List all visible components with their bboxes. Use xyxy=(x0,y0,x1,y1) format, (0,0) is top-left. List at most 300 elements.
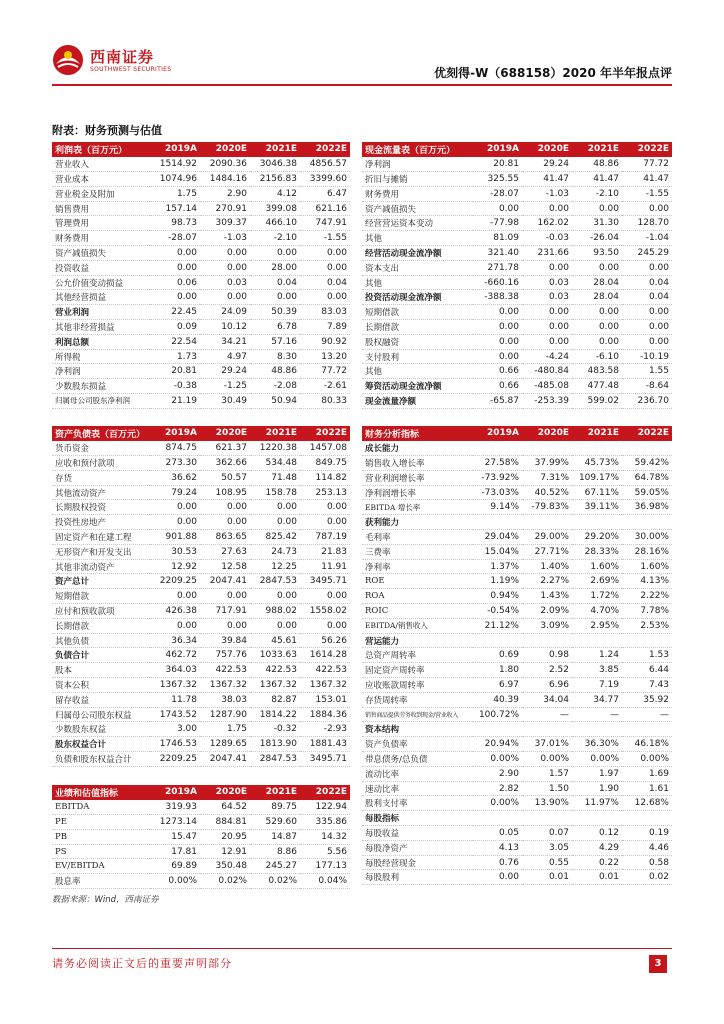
table-cell: 236.70 xyxy=(622,394,672,409)
table-cell: 1614.28 xyxy=(300,648,350,663)
row-label: 少数股东损益 xyxy=(52,379,150,394)
table-row xyxy=(362,394,672,409)
financial-analysis-table xyxy=(362,426,672,885)
table-cell: 0.00 xyxy=(250,618,300,633)
row-label: 其他经营损益 xyxy=(52,290,150,305)
valuation-table xyxy=(52,785,350,889)
page-number: 3 xyxy=(649,955,667,973)
row-label: 每股股利 xyxy=(362,870,472,885)
table-cell: 1558.02 xyxy=(300,604,350,619)
table-cell: 1.37% xyxy=(472,559,522,574)
table-cell: 89.75 xyxy=(250,800,300,815)
table-cell xyxy=(522,722,572,737)
row-label: 资产减值损失 xyxy=(362,201,472,216)
table-cell: 0.00 xyxy=(472,305,522,320)
table-cell: 0.00 xyxy=(522,334,572,349)
year-header: 2022E xyxy=(300,785,350,800)
table-cell: 0.00 xyxy=(522,201,572,216)
table-row xyxy=(362,722,672,737)
table-cell: 122.94 xyxy=(300,800,350,815)
header-divider xyxy=(52,84,672,86)
table-cell: 1.19% xyxy=(472,574,522,589)
row-label: 负债合计 xyxy=(52,648,150,663)
table-cell: 20.81 xyxy=(150,364,200,379)
table-cell: 0.00 xyxy=(150,618,200,633)
table-cell: 11.78 xyxy=(150,692,200,707)
table-cell: 0.00 xyxy=(622,201,672,216)
table-title: 财务分析指标 xyxy=(362,426,472,441)
table-row xyxy=(362,826,672,841)
row-label: PE xyxy=(52,815,150,830)
row-label: 带息债务/总负债 xyxy=(362,752,472,767)
table-cell: -1.04 xyxy=(622,231,672,246)
table-cell: -10.19 xyxy=(622,349,672,364)
table-title: 现金流量表（百万元） xyxy=(362,142,472,157)
table-row xyxy=(52,589,350,604)
table-cell: 0.01 xyxy=(572,870,622,885)
table-cell: 34.77 xyxy=(572,692,622,707)
table-cell: -79.83% xyxy=(522,500,572,515)
table-cell: 31.30 xyxy=(572,216,622,231)
table-cell: 0.04 xyxy=(622,275,672,290)
table-row xyxy=(362,485,672,500)
row-label: 流动比率 xyxy=(362,766,472,781)
table-cell: 2209.25 xyxy=(150,752,200,767)
table-cell: 1.57 xyxy=(522,766,572,781)
table-cell: 621.16 xyxy=(300,201,350,216)
row-label: 净利润 xyxy=(362,157,472,172)
table-title: 业绩和估值指标 xyxy=(52,785,150,800)
table-cell: 0.00 xyxy=(300,246,350,261)
table-row xyxy=(362,456,672,471)
table-cell: 270.91 xyxy=(200,201,250,216)
row-label: 存货周转率 xyxy=(362,692,472,707)
table-cell: -28.07 xyxy=(472,186,522,201)
table-cell: 0.00 xyxy=(300,515,350,530)
table-cell: -1.03 xyxy=(200,231,250,246)
table-cell: 29.20% xyxy=(572,530,622,545)
table-cell: 83.03 xyxy=(300,305,350,320)
row-label: 营运能力 xyxy=(362,633,472,648)
table-cell: 0.55 xyxy=(522,855,572,870)
table-cell: -388.38 xyxy=(472,290,522,305)
table-cell: 36.34 xyxy=(150,633,200,648)
table-cell: 1.61 xyxy=(622,781,672,796)
table-row xyxy=(52,216,350,231)
row-label: 资本公积 xyxy=(52,678,150,693)
row-label: 管理费用 xyxy=(52,216,150,231)
table-cell xyxy=(472,515,522,530)
table-cell: 0.05 xyxy=(472,826,522,841)
year-header: 2022E xyxy=(300,426,350,441)
table-cell: 2.53% xyxy=(622,618,672,633)
table-row xyxy=(362,737,672,752)
table-cell: 64.78% xyxy=(622,470,672,485)
row-label: 净利率 xyxy=(362,559,472,574)
company-logo-icon xyxy=(52,44,84,76)
row-label: 销售收入增长率 xyxy=(362,456,472,471)
table-cell: 0.00 xyxy=(200,515,250,530)
brand-name: 西南证券 xyxy=(90,48,155,66)
row-label: 净利润 xyxy=(52,364,150,379)
footer-divider xyxy=(52,948,672,949)
table-row xyxy=(362,707,672,722)
table-cell: 2847.53 xyxy=(250,574,300,589)
table-cell: 0.00 xyxy=(622,260,672,275)
table-row xyxy=(362,231,672,246)
table-row xyxy=(52,246,350,261)
table-cell: 36.98% xyxy=(622,500,672,515)
table-cell: 29.24 xyxy=(522,157,572,172)
table-cell: 6.44 xyxy=(622,663,672,678)
table-row xyxy=(362,766,672,781)
table-cell: 2047.41 xyxy=(200,574,250,589)
table-cell: 3495.71 xyxy=(300,574,350,589)
year-header: 2021E xyxy=(250,785,300,800)
table-row xyxy=(362,500,672,515)
table-cell: 0.00 xyxy=(150,260,200,275)
table-row xyxy=(362,186,672,201)
year-header: 2019A xyxy=(150,426,200,441)
row-label: 利润总额 xyxy=(52,334,150,349)
table-cell: 5.56 xyxy=(300,844,350,859)
table-cell: 14.32 xyxy=(300,829,350,844)
table-row xyxy=(52,678,350,693)
table-cell: 12.58 xyxy=(200,559,250,574)
table-cell: 108.95 xyxy=(200,485,250,500)
table-cell: 0.22 xyxy=(572,855,622,870)
table-cell: 0.00 xyxy=(150,290,200,305)
cashflow-statement-table xyxy=(362,142,672,409)
year-header: 2021E xyxy=(572,142,622,157)
table-row xyxy=(52,305,350,320)
table-header-row xyxy=(52,426,350,441)
table-cell: 849.75 xyxy=(300,456,350,471)
table-row xyxy=(52,722,350,737)
table-cell: 426.38 xyxy=(150,604,200,619)
table-row xyxy=(362,349,672,364)
table-row xyxy=(52,618,350,633)
table-row xyxy=(362,216,672,231)
row-label: 营业利润 xyxy=(52,305,150,320)
table-cell: 35.92 xyxy=(622,692,672,707)
table-row xyxy=(52,394,350,409)
table-cell xyxy=(622,722,672,737)
table-cell: -2.10 xyxy=(572,186,622,201)
table-cell: -4.24 xyxy=(522,349,572,364)
table-cell: -0.32 xyxy=(250,722,300,737)
row-label: PB xyxy=(52,829,150,844)
table-cell: 534.48 xyxy=(250,456,300,471)
row-label: 财务费用 xyxy=(362,186,472,201)
table-row xyxy=(362,752,672,767)
table-cell: 41.47 xyxy=(572,172,622,187)
table-cell xyxy=(622,633,672,648)
row-label: 销售费用 xyxy=(52,201,150,216)
row-label: EBITDA 增长率 xyxy=(362,500,472,515)
row-label: 股东权益合计 xyxy=(52,737,150,752)
table-row xyxy=(362,633,672,648)
table-cell: 109.17% xyxy=(572,470,622,485)
table-cell: 81.09 xyxy=(472,231,522,246)
table-cell: -1.55 xyxy=(300,231,350,246)
table-cell xyxy=(472,811,522,826)
table-row xyxy=(52,815,350,830)
table-cell: 1813.90 xyxy=(250,737,300,752)
table-cell: 57.16 xyxy=(250,334,300,349)
row-label: 营业收入 xyxy=(52,157,150,172)
table-cell: 80.33 xyxy=(300,394,350,409)
table-cell: 0.00 xyxy=(572,320,622,335)
row-label: 所得税 xyxy=(52,349,150,364)
table-cell: 2.69% xyxy=(572,574,622,589)
table-cell: 0.98 xyxy=(522,648,572,663)
table-cell: 36.62 xyxy=(150,470,200,485)
table-cell: 2.90 xyxy=(472,766,522,781)
table-cell: 0.69 xyxy=(472,648,522,663)
table-row xyxy=(362,618,672,633)
year-header: 2022E xyxy=(300,142,350,157)
table-cell xyxy=(572,722,622,737)
table-cell: 93.50 xyxy=(572,246,622,261)
row-label: 长期借款 xyxy=(52,618,150,633)
table-cell: 325.55 xyxy=(472,172,522,187)
row-label: 现金流量净额 xyxy=(362,394,472,409)
row-label: EV/EBITDA xyxy=(52,859,150,874)
table-row xyxy=(52,633,350,648)
row-label: 投资性房地产 xyxy=(52,515,150,530)
table-cell: 3.09% xyxy=(522,618,572,633)
table-cell: 4.12 xyxy=(250,186,300,201)
table-cell: 271.78 xyxy=(472,260,522,275)
table-cell: 0.00% xyxy=(472,796,522,811)
table-cell: -77.98 xyxy=(472,216,522,231)
table-cell: 0.66 xyxy=(472,379,522,394)
table-cell: 0.00 xyxy=(300,500,350,515)
table-cell: 29.24 xyxy=(200,364,250,379)
table-cell: 34.21 xyxy=(200,334,250,349)
table-cell: 90.92 xyxy=(300,334,350,349)
table-cell: -2.93 xyxy=(300,722,350,737)
table-cell: 1.40% xyxy=(522,559,572,574)
table-cell: 13.20 xyxy=(300,349,350,364)
table-cell: 7.89 xyxy=(300,320,350,335)
table-row xyxy=(52,485,350,500)
table-cell: 599.02 xyxy=(572,394,622,409)
row-label: ROE xyxy=(362,574,472,589)
table-row xyxy=(362,364,672,379)
row-label: 每股净资产 xyxy=(362,840,472,855)
table-cell: 22.45 xyxy=(150,305,200,320)
table-cell: 3.05 xyxy=(522,840,572,855)
year-header: 2020E xyxy=(522,142,572,157)
table-cell: 1289.65 xyxy=(200,737,250,752)
table-cell: 0.00 xyxy=(200,500,250,515)
row-label: 应付和预收款项 xyxy=(52,604,150,619)
row-label: 每股收益 xyxy=(362,826,472,841)
table-cell: 319.93 xyxy=(150,800,200,815)
table-cell: 36.30% xyxy=(572,737,622,752)
table-cell: 13.90% xyxy=(522,796,572,811)
table-cell: 67.11% xyxy=(572,485,622,500)
table-row xyxy=(52,663,350,678)
table-cell: 0.00 xyxy=(200,589,250,604)
table-row xyxy=(52,456,350,471)
table-cell: 27.71% xyxy=(522,544,572,559)
table-cell: 1814.22 xyxy=(250,707,300,722)
table-cell: 177.13 xyxy=(300,859,350,874)
table-row xyxy=(52,186,350,201)
table-cell: 0.00 xyxy=(572,201,622,216)
row-label: 折旧与摊销 xyxy=(362,172,472,187)
table-row xyxy=(52,349,350,364)
year-header: 2022E xyxy=(622,142,672,157)
table-row xyxy=(362,530,672,545)
row-label: 股利支付率 xyxy=(362,796,472,811)
table-cell: 253.13 xyxy=(300,485,350,500)
table-cell: 34.04 xyxy=(522,692,572,707)
table-cell: 0.03 xyxy=(522,275,572,290)
table-cell: 863.65 xyxy=(200,530,250,545)
table-cell: 1514.92 xyxy=(150,157,200,172)
row-label: 其他 xyxy=(362,275,472,290)
table-row xyxy=(52,530,350,545)
table-cell: 37.99% xyxy=(522,456,572,471)
row-label: 存货 xyxy=(52,470,150,485)
table-cell: — xyxy=(572,707,622,722)
row-label: 归属母公司股东权益 xyxy=(52,707,150,722)
table-row xyxy=(52,737,350,752)
table-cell: 0.94% xyxy=(472,589,522,604)
table-row xyxy=(52,320,350,335)
row-label: 其他 xyxy=(362,231,472,246)
table-row xyxy=(52,859,350,874)
table-cell: 1.24 xyxy=(572,648,622,663)
table-row xyxy=(362,544,672,559)
year-header: 2020E xyxy=(522,426,572,441)
table-cell xyxy=(622,811,672,826)
table-cell: 1743.52 xyxy=(150,707,200,722)
table-cell: 6.78 xyxy=(250,320,300,335)
row-label: 长期借款 xyxy=(362,320,472,335)
table-cell: 15.47 xyxy=(150,829,200,844)
table-cell: 1.60% xyxy=(572,559,622,574)
table-cell: -1.03 xyxy=(522,186,572,201)
table-cell: 0.00 xyxy=(150,515,200,530)
table-cell: 1.73 xyxy=(150,349,200,364)
table-row xyxy=(52,231,350,246)
table-row xyxy=(362,290,672,305)
table-header-row xyxy=(52,142,350,157)
row-label: EBITDA xyxy=(52,800,150,815)
table-cell xyxy=(472,441,522,456)
table-cell: 0.00 xyxy=(150,246,200,261)
table-row xyxy=(362,334,672,349)
table-cell: 0.00 xyxy=(300,589,350,604)
year-header: 2019A xyxy=(472,142,522,157)
table-cell: 28.33% xyxy=(572,544,622,559)
table-cell: 21.12% xyxy=(472,618,522,633)
table-cell: 0.03 xyxy=(522,290,572,305)
table-row xyxy=(362,320,672,335)
table-row xyxy=(362,796,672,811)
table-cell: 399.08 xyxy=(250,201,300,216)
row-label: 经营营运资本变动 xyxy=(362,216,472,231)
table-cell: 59.42% xyxy=(622,456,672,471)
table-cell: 0.00 xyxy=(622,305,672,320)
table-cell: 0.00 xyxy=(522,260,572,275)
table-row xyxy=(362,811,672,826)
row-label: 短期借款 xyxy=(362,305,472,320)
table-cell: 20.81 xyxy=(472,157,522,172)
table-cell: 0.09 xyxy=(150,320,200,335)
table-row xyxy=(362,604,672,619)
table-row xyxy=(52,574,350,589)
table-cell: 157.14 xyxy=(150,201,200,216)
table-header-row xyxy=(362,426,672,441)
table-cell xyxy=(572,515,622,530)
table-cell: 98.73 xyxy=(150,216,200,231)
data-source-note: 数据来源：Wind，西南证券 xyxy=(52,895,159,905)
row-label: 股权融资 xyxy=(362,334,472,349)
row-label: 应收和预付款项 xyxy=(52,456,150,471)
table-cell: 245.29 xyxy=(622,246,672,261)
table-cell: 50.94 xyxy=(250,394,300,409)
table-row xyxy=(362,870,672,885)
table-cell: 2.22% xyxy=(622,589,672,604)
table-row xyxy=(362,246,672,261)
table-row xyxy=(362,470,672,485)
table-cell: -0.54% xyxy=(472,604,522,619)
table-cell: 1220.38 xyxy=(250,441,300,456)
table-cell: 1.55 xyxy=(622,364,672,379)
table-cell: 3046.38 xyxy=(250,157,300,172)
table-cell: 717.91 xyxy=(200,604,250,619)
row-label: 固定资产和在建工程 xyxy=(52,530,150,545)
table-cell: 4.46 xyxy=(622,840,672,855)
table-cell: 0.03 xyxy=(200,275,250,290)
table-row xyxy=(362,172,672,187)
row-label: 股本 xyxy=(52,663,150,678)
table-cell: -480.84 xyxy=(522,364,572,379)
row-label: 筹资活动现金流净额 xyxy=(362,379,472,394)
table-cell: 0.00 xyxy=(572,260,622,275)
table-cell: 1484.16 xyxy=(200,172,250,187)
table-cell: 2047.41 xyxy=(200,752,250,767)
row-label: 经营活动现金流净额 xyxy=(362,246,472,261)
table-cell: 4.29 xyxy=(572,840,622,855)
table-cell: 0.00 xyxy=(200,246,250,261)
table-row xyxy=(52,157,350,172)
table-cell: 0.00 xyxy=(150,500,200,515)
table-cell: 462.72 xyxy=(150,648,200,663)
table-cell: 48.86 xyxy=(250,364,300,379)
table-cell: 0.00 xyxy=(250,246,300,261)
table-cell: 4.70% xyxy=(572,604,622,619)
table-cell: 0.00 xyxy=(200,618,250,633)
table-cell: 79.24 xyxy=(150,485,200,500)
table-cell: 364.03 xyxy=(150,663,200,678)
table-cell: 40.52% xyxy=(522,485,572,500)
table-cell: 0.00 xyxy=(472,201,522,216)
table-cell: 0.04 xyxy=(250,275,300,290)
table-row xyxy=(52,334,350,349)
table-cell: 0.04 xyxy=(622,290,672,305)
table-row xyxy=(52,544,350,559)
table-cell: 2.90 xyxy=(200,186,250,201)
table-cell: 483.58 xyxy=(572,364,622,379)
row-label: 销售商品提供劳务收到现金/营业收入 xyxy=(362,707,472,722)
